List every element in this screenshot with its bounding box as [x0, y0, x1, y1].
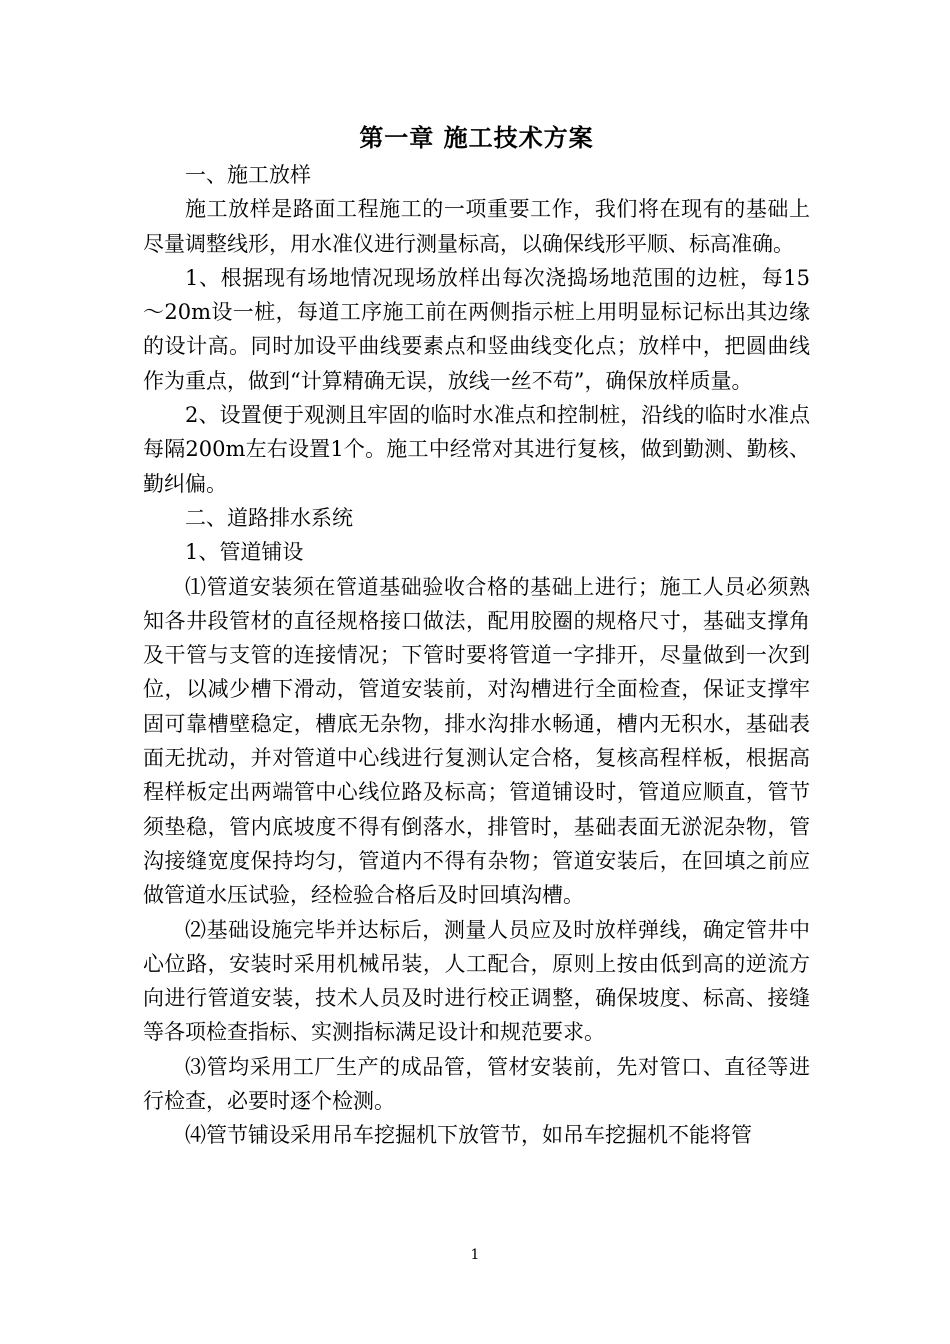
section-heading-1: 一、施工放样 [185, 163, 311, 187]
paragraph: 施工放样是路面工程施工的一项重要工作，我们将在现有的基础上尽量调整线形，用水准仪进行测量标高，以确保线形平顺、标高准确。 [143, 197, 810, 256]
paragraph: ⑷管节铺设采用吊车挖掘机下放管节，如吊车挖掘机不能将管 [185, 1123, 752, 1148]
paragraph: ⑶管均采用工厂生产的成品管，管材安装前，先对管口、直径等进行检查，必要时逐个检测。 [143, 1054, 810, 1114]
chapter-title: 第一章 施工技术方案 [359, 123, 594, 152]
subsection-heading: 1、管道铺设 [185, 540, 304, 565]
paragraph: ⑵基础设施完毕并达标后，测量人员应及时放样弹线，确定管井中心位路，安装时采用机械吊装，人工配合，原则上按由低到高的逆流方向进行管道安装，技术人员及时进行校正调整，确保坡度、标高、接缝等各项检查指标、实测指标满足设计和规范要求。 [143, 917, 810, 1045]
page-number: 1 [470, 1247, 480, 1263]
section-heading-2: 二、道路排水系统 [185, 505, 353, 530]
paragraph: ⑴管道安装须在管道基础验收合格的基础上进行；施工人员必须熟知各井段管材的直径规格接口做法，配用胶圈的规格尺寸，基础支撑角及干管与支管的连接情况；下管时要将管道一字排开，尽量做到一次到位，以减少槽下滑动，管道安装前，对沟槽进行全面检查，保证支撑牢固可靠槽壁稳定，槽底无杂物，排水沟排水畅通，槽内无积水，基础表面无扰动，并对管道中心线进行复测认定合格，复核高程样板，根据高程样板定出两端管中心线位路及标高；管道铺设时，管道应顺直，管节须垫稳，管内底坡度不得有倒落水，排管时，基础表面无淤泥杂物，管沟接缝宽度保持均匀，管道内不得有杂物；管道安装后，在回填之前应做管道水压试验，经检验合格后及时回填沟槽。 [143, 574, 810, 908]
paragraph: 2、设置便于观测且牢固的临时水准点和控制桩，沿线的临时水准点每隔200m左右设置1个。施工中经常对其进行复核，做到勤测、勤核、勤纠偏。 [143, 403, 810, 496]
paragraph: 1、根据现有场地情况现场放样出每次浇捣场地范围的边桩，每15～20m设一桩，每道工序施工前在两侧指示桩上用明显标记标出其边缘的设计高。同时加设平曲线要素点和竖曲线变化点；放样中，把圆曲线作为重点，做到“计算精确无误，放线一丝不苟”，确保放样质量。 [143, 265, 810, 393]
document-body [143, 118, 810, 1153]
